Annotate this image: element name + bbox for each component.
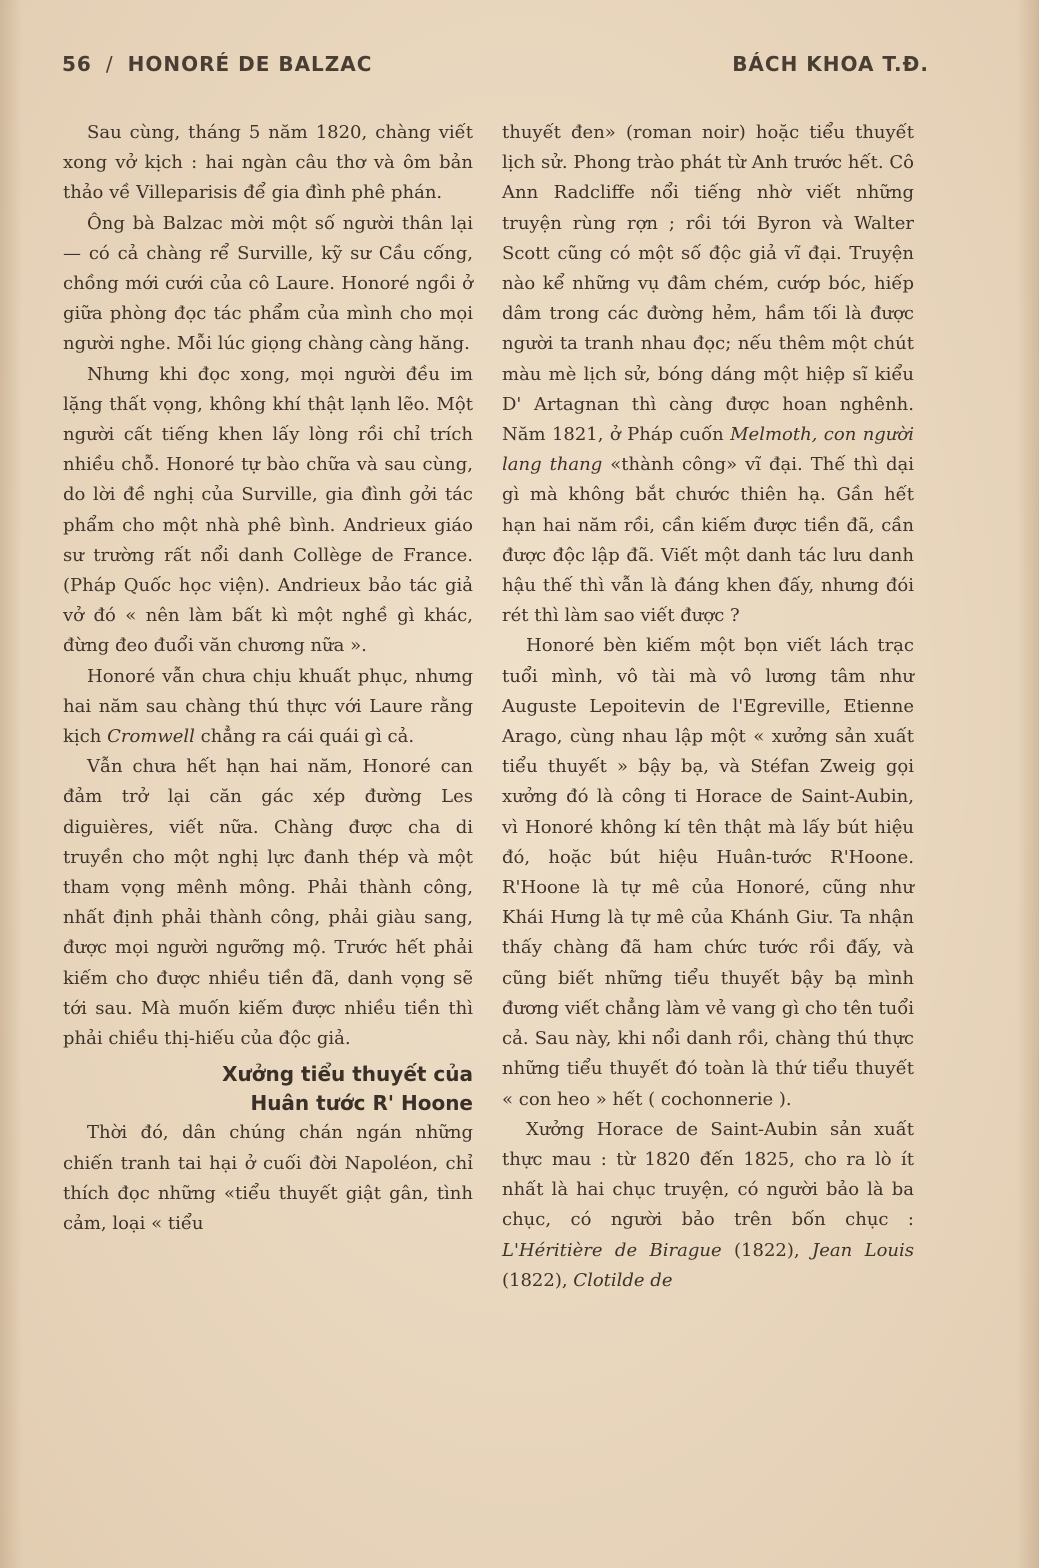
section-heading-line-2: Huân tước R' Hoone [250,1091,473,1116]
paragraph-continued [502,118,914,631]
book-title: HONORÉ DE BALZAC [127,52,373,76]
novel-title: L'Héritière de Birague [502,1239,722,1261]
paragraph: Thời đó, dân chúng chán ngán những chiến tranh tai hại ở cuối đời Napoléon, chỉ thích đọc những «tiểu thuyết giật gân, tình cảm, loại « tiểu [63,1122,473,1234]
text-run: «thành công» vĩ đại. Thế thì dại gì mà không bắt chước thiên hạ. Gần hết hạn hai năm rồi, cần kiếm được tiền đã, cần được độc lập đã. Viết một danh tác lưu danh hậu thế thì vẫn là đáng khen đấy, nhưng đói rét thì làm sao viết được ? [502,454,915,627]
section-heading-line-1: Xưởng tiểu thuyết của [222,1062,473,1087]
left-column [63,118,473,1239]
page-edge-shadow-left [0,0,22,1568]
journal-name: BÁCH KHOA T.Đ. [732,52,929,76]
paragraph: Ông bà Balzac mời một số người thân lại — có cả chàng rể Surville, kỹ sư Cầu cống, chồng mới cưới của cô Laure. Honoré ngồi ở giữa phòng đọc tác phẩm của mình cho mọi người nghe. Mỗi lúc giọng chàng càng hăng. [63,212,473,355]
paragraph: Honoré bèn kiếm một bọn viết lách trạc tuổi mình, vô tài mà vô lương tâm như Auguste Lepoitevin de l'Egreville, Etienne Arago, cùng nhau lập một « xưởng sản xuất tiểu thuyết » bậy bạ, và Stéfan Zweig gọi xưởng đó là công ti Horace de Saint-Aubin, vì Honoré không kí tên thật mà lấy bút hiệu đó, hoặc bút hiệu Huân-tước R'Hoone. R'Hoone là tự mê của Honoré, cũng như Khái Hưng là tự mê của Khánh Giư. Ta nhận thấy chàng đã ham chức tước rồi đấy, và cũng biết những tiểu thuyết bậy bạ mình đương viết chẳng làm vẻ vang gì cho tên tuổi cả. Sau này, khi nổi danh rồi, chàng thú thực những tiểu thuyết đó toàn là thứ tiểu thuyết « con heo » hết ( cochonnerie ). [502,635,914,1110]
page-number: 56 [62,52,92,76]
text-run: thuyết đen» (roman noir) hoặc tiểu thuyết lịch sử. Phong trào phát từ Anh trước hết. Cô Ann Radcliffe nổi tiếng nhờ viết những truyện rùng rợn ; rồi tới Byron và Walter Scott cũng có một số độc giả vĩ đại. Truyện nào kể những vụ đâm chém, cướp bóc, hiếp dâm trong các đường hẻm, hầm tối là được người ta tranh nhau đọc; nếu thêm một chút màu mè lịch sử, bóng dáng một hiệp sĩ kiểu D' Artagnan thì càng được hoan nghênh. Năm 1821, ở Pháp cuốn [502,122,914,446]
novel-title: Clotilde de [573,1269,673,1291]
novel-title: Jean Louis [812,1239,914,1261]
paragraph [63,662,473,753]
text-run: (1822), [502,1269,574,1291]
novel-title: Melmoth, con người lang thang [502,424,914,476]
text-run: Xưởng Horace de Saint-Aubin sản xuất thực mau : từ 1820 đến 1825, cho ra lò ít nhất là hai chục truyện, có người bảo là ba chục, có người bảo trên bốn chục : [502,1118,914,1231]
paragraph: Vẫn chưa hết hạn hai năm, Honoré can đảm trở lại căn gác xép đường Les diguières, viết nữa. Chàng được cha di truyền cho một nghị lực đanh thép và một tham vọng mênh mông. Phải thành công, nhất định phải thành công, phải giàu sang, được mọi người ngưỡng mộ. Trước hết phải kiếm cho được nhiều tiền đã, danh vọng sẽ tới sau. Mà muốn kiếm được nhiều tiền thì phải chiều thị-hiếu của độc giả. [63,756,473,1050]
paragraph: Sau cùng, tháng 5 năm 1820, chàng viết xong vở kịch : hai ngàn câu thơ và ôm bản thảo về Villeparisis để gia đình phê phán. [63,122,473,204]
paragraph [502,1115,914,1296]
text-run: Honoré vẫn chưa chịu khuất phục, nhưng hai năm sau chàng thú thực với Laure rằng kịch [63,665,473,748]
play-title: Cromwell [107,726,195,748]
running-head-left [62,52,372,76]
page-edge-shadow-right [1017,0,1039,1568]
right-column [502,118,914,1296]
paragraph: Nhưng khi đọc xong, mọi người đều im lặng thất vọng, không khí thật lạnh lẽo. Một người cất tiếng khen lấy lòng rồi chỉ trích nhiều chỗ. Honoré tự bào chữa và sau cùng, do lời đề nghị của Surville, gia đình gởi tác phẩm cho một nhà phê bình. Andrieux giáo sư trường rất nổi danh Collège de France. (Pháp Quốc học viện). Andrieux bảo tác giả vở đó « nên làm bất kì một nghề gì khác, đừng đeo đuổi văn chương nữa ». [63,363,473,657]
running-head [62,52,929,84]
text-run: (1822), [721,1239,813,1261]
section-heading [63,1060,473,1118]
header-separator: / [105,52,114,76]
text-run: chẳng ra cái quái gì cả. [194,726,415,748]
